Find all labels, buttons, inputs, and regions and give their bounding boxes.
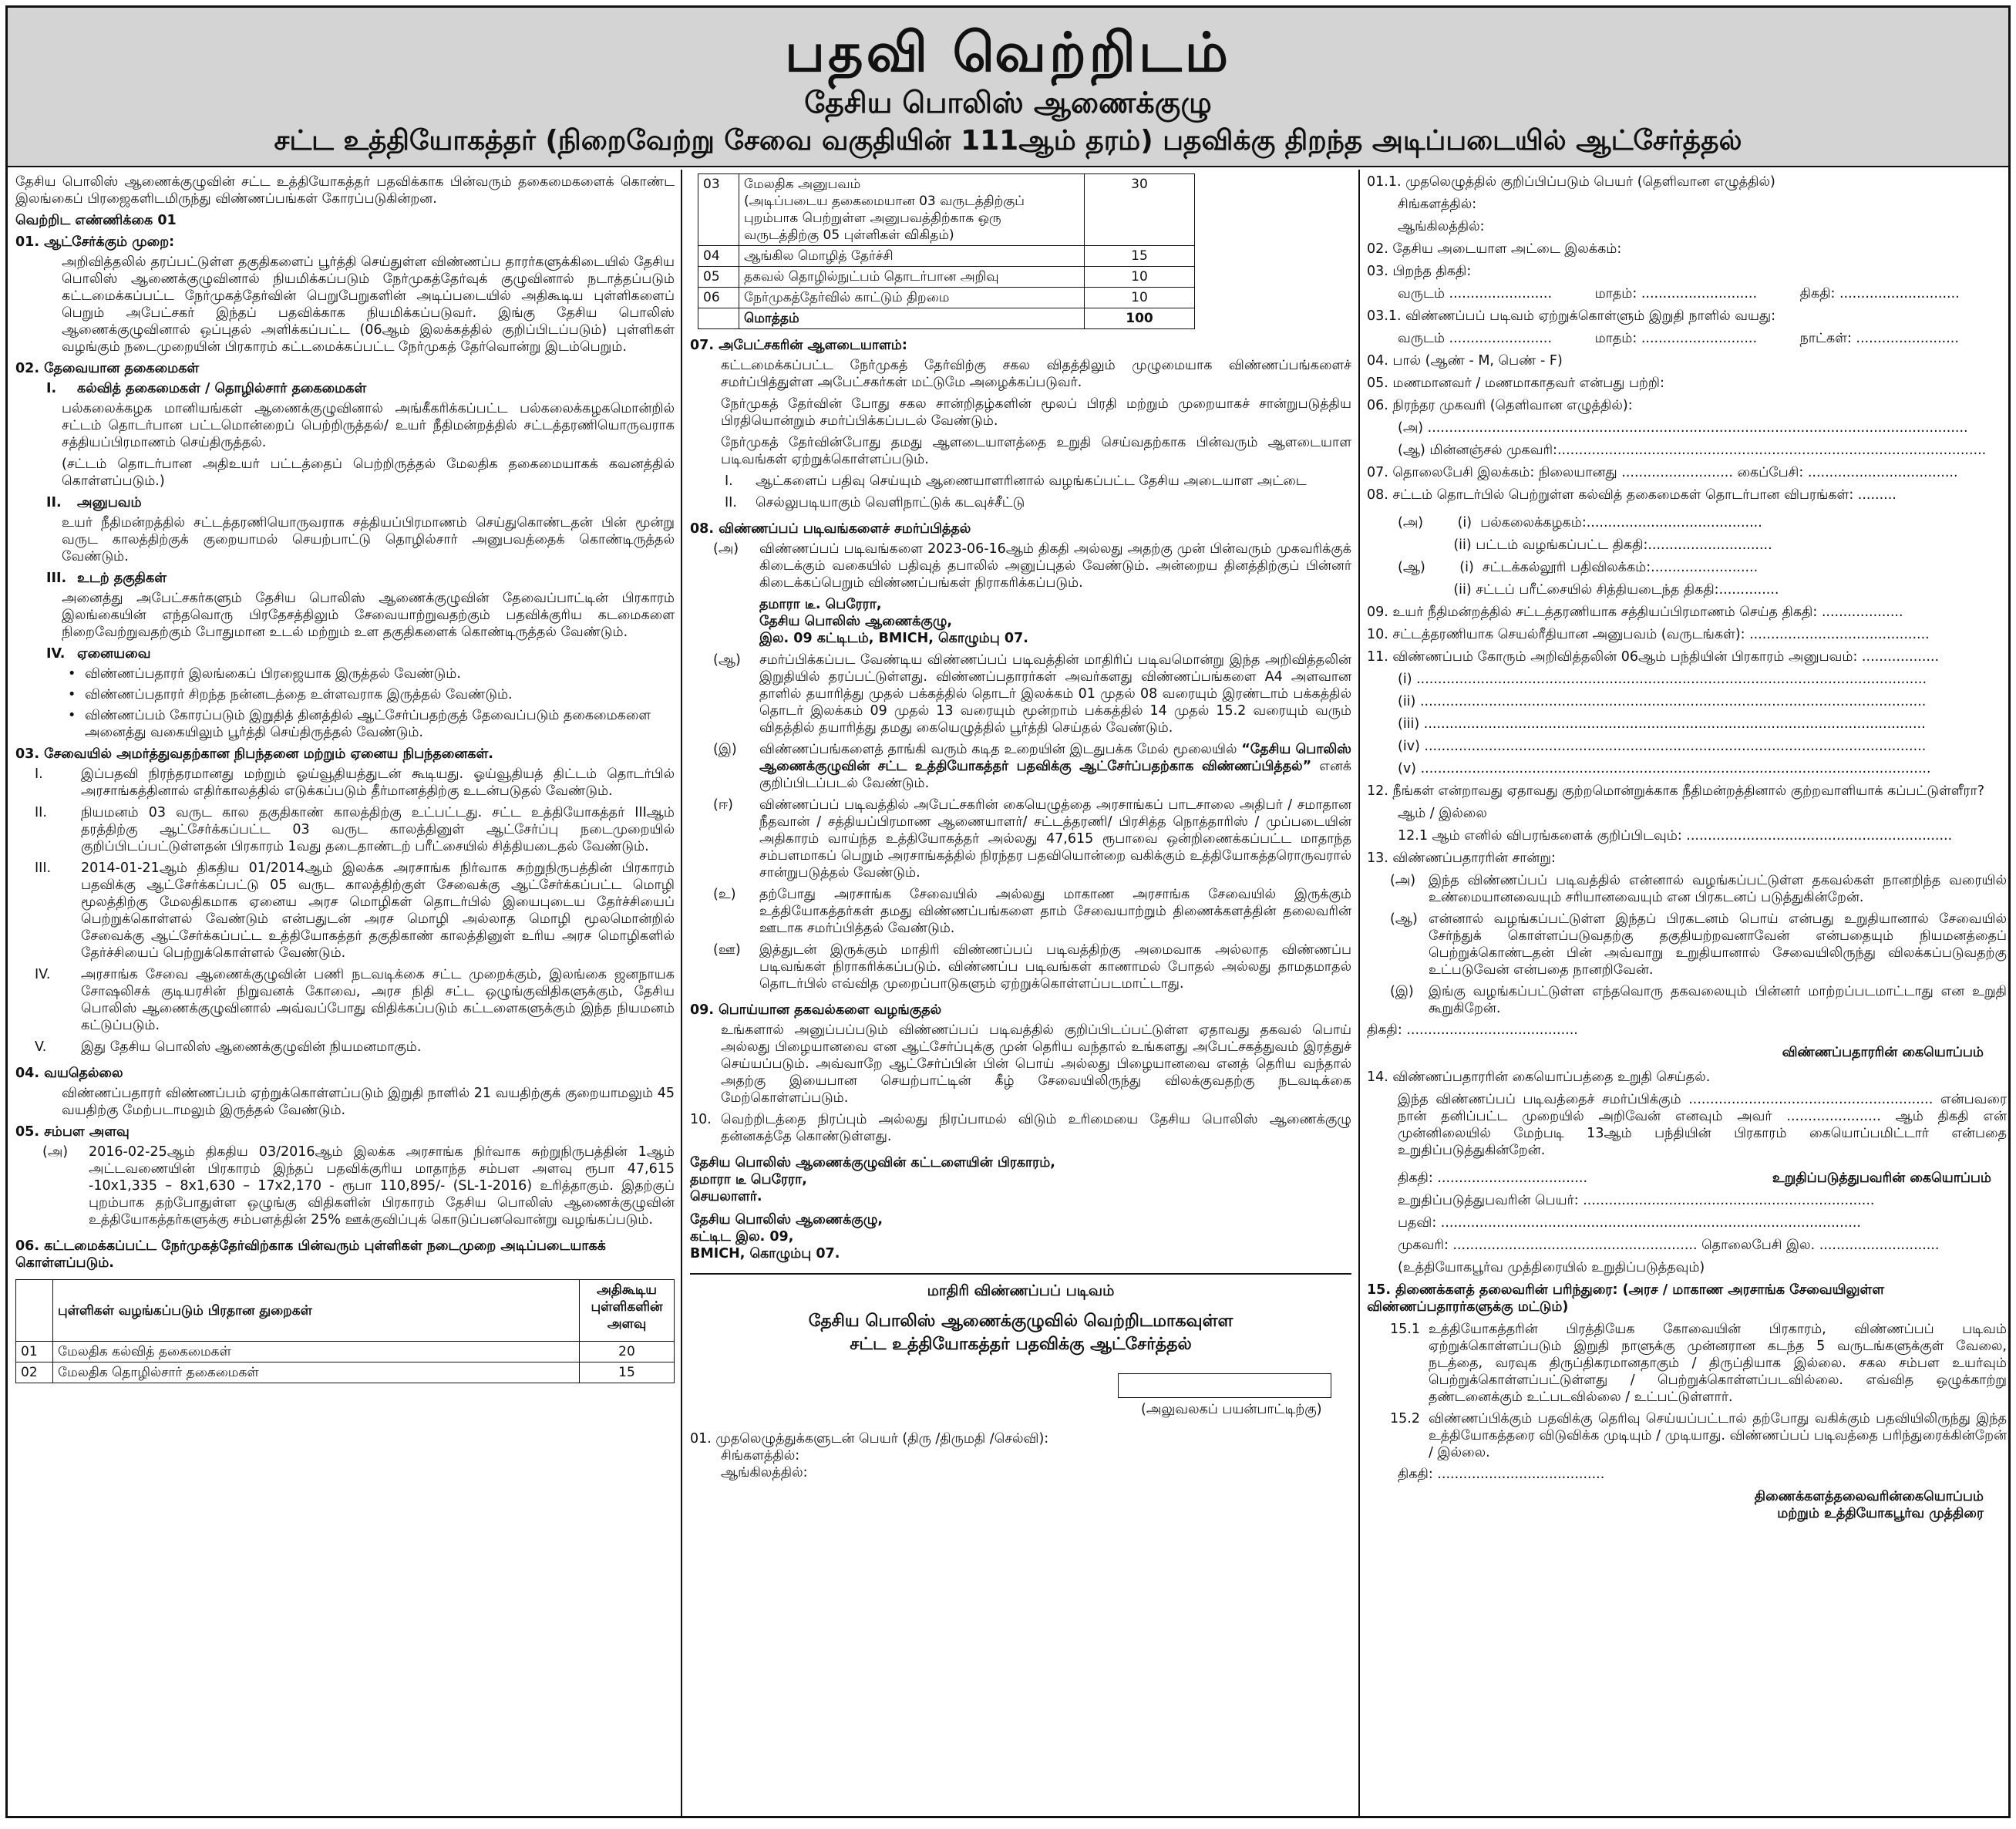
- section-text: அனைத்து அபேட்சகர்களும் தேசிய பொலிஸ் ஆணைக்குழுவின் தேவைப்பாட்டின் பிரகாரம் இலங்கையின் எந்தவொரு பிரதேசத்திலும் சேவையாற்றுவதற்கும் பதவிக்குரிய கடமைகளை நிறைவேற்றுவதற்கும் போதுமான உடல் மற்றும் உள தகுதிகளைக் கொண்டிருத்தல் வேண்டும்.: [62, 591, 675, 640]
- section-heading: 02. தேவையான தகைமைகள்: [15, 361, 200, 376]
- date-field: திகதி: .......................................: [1398, 1467, 1605, 1482]
- marks-table: [15, 1279, 675, 1383]
- address-line: தேசிய பொலிஸ் ஆணைக்குழு,: [759, 614, 953, 629]
- form-field-label: 09. உயர் நீதிமன்றத்தில் சட்டத்தரணியாக சத்தியப்பிரமாணம் செய்த திகதி: ...................: [1367, 605, 1903, 620]
- signature-label: விண்ணப்பதாரரின் கையொப்பம்: [1782, 1045, 1984, 1060]
- section-text: பல்கலைக்கழக மானியங்கள் ஆணைக்குழுவினால் அங்கீகரிக்கப்பட்ட பல்கலைக்கழகமொன்றில் சட்டம் தொடர்பான பட்டமொன்றைப் பெற்றிருத்தல்/ உயர் நீதிமன்றத்தில் சட்டத்தரணியொருவராக சத்தியப்பிரமாணம் செய்திருத்தல்.: [62, 401, 675, 450]
- table-row: 05 தகவல் தொழில்நுட்பம் தொடர்பான அறிவு 10: [698, 267, 1195, 288]
- signature-label: திணைக்களத்தலைவரின்கையொப்பம்: [1754, 1489, 1984, 1504]
- list-item: • விண்ணப்பதாரர் இலங்கைப் பிரஜையாக இருத்தல் வேண்டும்.: [85, 665, 675, 682]
- form-field-label: 03. பிறந்த திகதி:: [1367, 264, 1472, 279]
- section-text: இத்துடன் இருக்கும் மாதிரி விண்ணப்பப் படிவத்திற்கு அமைவாக அல்லாத விண்ணப்ப படிவங்கள் நிராகரிக்கப்படும். விண்ணப்ப படிவங்கள் காணாமல் போதல் அல்லது தாமதமாதல் தொடர்பில் எவ்வித முறைப்பாடுகளும் ஏற்றுக்கொள்ளப்படமாட்டாது.: [759, 942, 1351, 992]
- column-left: தேசிய பொலிஸ் ஆணைக்குழுவின் சட்ட உத்தியோகத்தர் பதவிக்காக பின்வரும் தகைமைகளைக் கொண்ட இலங்கைப் பிரஜைகளிடமிருந்து விண்ணப்பங்கள் கோரப்படுகின்றன. வெற்றிட எண்ணிக்கை 01 01. ஆட்சேர்க்கும் முறை: அறிவித்தலில் தரப்பட்டுள்ள தகுதிகளைப் பூர்த்தி செய்துள்ள விண்ணப்ப தாரர்களுக்கிடையில் தேசிய பொலிஸ் ஆணைக்குழுவினால் நியமிக்கப்படும் நேர்முகத்தேர்வுக் குழுவினால் நடாத்தப்படும் கட்டமைக்கப்பட்ட நேர்முகத்தேர்வின் பெறுபேறுகளின் அடிப்படையில் அதிகூடிய புள்ளிகளைப் பெறும் அபேட்சகர் இந்தப் பதவிக்காக நியமிக்கப்படுவர். இங்கு தேசிய பொலிஸ் ஆணைக்குழுவினால் ஒப்புதல் அளிக்கப்பட்ட (06ஆம் இலக்கத்தில் குறிப்பிடப்படும்) புள்ளிகள் வழங்கும் நடைமுறையின் பிரகாரம் கட்டமைக்கப்பட்ட நேர்முகத் தேர்வொன்று இடம்பெறும். 02. தேவையான தகைமைகள் I. கல்வித் தகைமைகள் / தொழில்சார் தகைமைகள் பல்கலைக்கழக மானியங்கள் ஆணைக்குழுவினால் அங்கீகரிக்கப்பட்ட பல்கலைக்கழகமொன்றில் சட்டம் தொடர்பான பட்டமொன்றைப் பெற்றிருத்தல்/ உயர் நீதிமன்றத்தில் சட்டத்தரணியொருவராக சத்தியப்பிரமாணம் செய்திருத்தல். (சட்டம் தொடர்பான அதிஉயர் பட்டத்தைப் பெற்றிருத்தல் மேலதிக தகைமையாகக் கவனத்தில் கொள்ளப்படும்.) II. அனுபவம் உயர் நீதிமன்றத்தில் சட்டத்தரணியொருவராக சத்தியப்பிரமாணம் செய்துகொண்டதன் பின் மூன்று வருட காலத்திற்குக் குறையாமல் செயற்பாட்டு தொழில்சார் அனுபவத்தைக் கொண்டிருத்தல் வேண்டும். III. உடற் தகுதிகள் அனைத்து அபேட்சகர்களும் தேசிய பொலிஸ் ஆணைக்குழுவின் தேவைப்பாட்டின் பிரகாரம் இலங்கையின் எந்தவொரு பிரதேசத்திலும் சேவையாற்றுவதற்கும் பதவிக்குரிய கடமைகளை நிறைவேற்றுவதற்கும் போதுமான உடல் மற்றும் உள தகுதிகளைக் கொண்டிருத்தல் வேண்டும். IV. ஏனையவை • விண்ணப்பதாரர் இலங்கைப் பிரஜையாக இருத்தல் வேண்டும். • விண்ணப்பதாரர் சிறந்த நன்னடத்தை உள்ளவராக இருத்தல் வேண்டும். • விண்ணப்பம் கோரப்படும் இறுதித் தினத்தில் ஆட்சேர்ப்பதற்குத் தேவைப்படும் தகைமைகளை அனைத்து வகையிலும் பூர்த்தி செய்திருத்தல் வேண்டும். 03. சேவையில் அமர்த்துவதற்கான நிபந்தனை மற்றும் ஏனைய நிபந்தனைகள். I. இப்பதவி நிரந்தரமானது மற்றும் ஓய்வூதியத்துடன் கூடியது. ஓய்வூதியத் திட்டம் தொடர்பில் அரசாங்கத்தினால் எதிர்காலத்தில் எடுக்கப்படும் தீர்மானத்திற்கு உடன்படுதல் வேண்டும். II. நியமனம் 03 வருட கால தகுதிகாண் காலத்திற்கு உட்பட்டது. சட்ட உத்தியோகத்தர் IIIஆம் தரத்திற்கு ஆட்சேர்க்கப்பட்ட 03 வருட காலத்தினுள் ஆட்சேர்ப்பு நடைமுறையில் குறிப்பிடப்பட்டுள்ளதன் பிரகாரம் 1வது தடைதாண்டற் பரீட்சையில் சித்தியடைதல் வேண்டும். III. 2014-01-21ஆம் திகதிய 01/2014ஆம் இலக்க அரசாங்க நிர்வாக சுற்றுநிருபத்தின் பிரகாரம் பதவிக்கு ஆட்சேர்க்கப்பட்டு 05 வருட காலத்திற்குள் சேவைக்கு ஆட்சேர்க்கப்பட்ட மொழி மூலத்திற்கு மேலதிகமாக ஏனைய அரச மொழிகள் தொடர்பில் இயைபுடைய தேர்ச்சியைப் பெற்றுக்கொள்ளல் வேண்டும் என்பதுடன் அரச மொழி அல்லாத மொழி மூலமொன்றில் சேவைக்கு ஆட்சேர்க்கப்பட்ட உத்தியோகத்தர் தகுதிகாண் காலத்தினுள் உரிய அரச மொழிகளில் தேர்ச்சியைப் பெற்றுக்கொள்ளல் வேண்டும். IV. அரசாங்க சேவை ஆணைக்குழுவின் பணி நடவடிக்கை சட்ட முறைக்கும், இலங்கை ஜனநாயக சோஷலிசக் குடியரசின் நிறுவனக் கோவை, அரச நிதி சட்ட ஒழுங்குவிதிகளுக்கும், தேசிய பொலிஸ் ஆணைக்குழுவினால் அவ்வப்போது விதிக்கப்படும் கட்டளைகளுக்கும் இந்த நியமனம் கட்டுப்படும். V. இது தேசிய பொலிஸ் ஆணைக்குழுவின் நியமனமாகும். 04. வயதெல்லை விண்ணப்பதாரர் விண்ணப்பம் ஏற்றுக்கொள்ளப்படும் இறுதி நாளில் 21 வயதிற்குக் குறையாமலும் 45 வயதிற்கு மேற்படாமலும் இருத்தல் வேண்டும். 05. சம்பள அளவு (அ) 2016-02-25ஆம் திகதிய 03/2016ஆம் இலக்க அரசாங்க நிர்வாக சுற்றுநிருபத்தின் 1ஆம் அட்டவணையின் பிரகாரம் இந்தப் பதவிக்குரிய மாதாந்த சம்பள அளவு ரூபா 47,615 -10x1,335 – 8x1,630 – 17x2,170 - ரூபா 110,895/- (SL-1-2016) உரித்தாகும். இதற்குப் புறம்பாக தற்போதுள்ள ஒழுங்கு விதிகளின் பிரகாரம் தேசிய பொலிஸ் ஆணைக்குழுவின் உத்தியோகத்தர்களுக்கு சம்பளத்தின் 25% ஊக்குவிப்புக் கொடுப்பனவொன்று வழங்கப்படும். 06. கட்டமைக்கப்பட்ட நேர்முகத்தேர்விற்காக பின்வரும் புள்ளிகள் நடைமுறை அடிப்படையாகக் கொள்ளப்படும். புள்ளிகள் வழங்கப்படும் பிரதான துறைகள் அதிகூடிய புள்ளிகளின் அளவு 01 மேலதிக கல்வித் தகைமைகள் 20 02 மேலதிக தொழில்சார் தகைமைகள் 15: [15, 173, 675, 1816]
- list-item: • விண்ணப்பம் கோரப்படும் இறுதித் தினத்தில் ஆட்சேர்ப்பதற்குத் தேவைப்படும் தகைமைகளை அனைத்து வகையிலும் பூர்த்தி செய்திருத்தல் வேண்டும்.: [85, 707, 675, 741]
- table-header: புள்ளிகள் வழங்கப்படும் பிரதான துறைகள்: [53, 1280, 580, 1342]
- salary-text: 2016-02-25ஆம் திகதிய 03/2016ஆம் இலக்க அரசாங்க நிர்வாக சுற்றுநிருபத்தின் 1ஆம் அட்டவணையின் பிரகாரம் இந்தப் பதவிக்குரிய மாதாந்த சம்பள அளவு ரூபா 47,615 -10x1,335 – 8x1,630 – 17x2,170 - ரூபா 110,895/- (SL-1-2016) உரித்தாகும். இதற்குப் புறம்பாக தற்போதுள்ள ஒழுங்கு விதிகளின் பிரகாரம் தேசிய பொலிஸ் ஆணைக்குழுவின் உத்தியோகத்தர்களுக்கு சம்பளத்தின் 25% ஊக்குவிப்புக் கொடுப்பனவொன்று வழங்கப்படும்.: [89, 1144, 675, 1228]
- section-text: (சட்டம் தொடர்பான அதிஉயர் பட்டத்தைப் பெற்றிருத்தல் மேலதிக தகைமையாகக் கவனத்தில் கொள்ளப்படும்.): [62, 456, 675, 489]
- intro-text: தேசிய பொலிஸ் ஆணைக்குழுவின் சட்ட உத்தியோகத்தர் பதவிக்காக பின்வரும் தகைமைகளைக் கொண்ட இலங்கைப் பிரஜைகளிடமிருந்து விண்ணப்பங்கள் கோரப்படுகின்றன.: [15, 174, 675, 207]
- recommendation-text: விண்ணப்பிக்கும் பதவிக்கு தெரிவு செய்யப்பட்டால் தற்போது வகிக்கும் பதவியிலிருந்து இந்த உத்தியோகத்தரை விடுவிக்க முடியும் / முடியாது. விண்ணப்பப் படிவத்தை பரிந்துரைக்கின்றேன் / இல்லை.: [1429, 1411, 2007, 1460]
- signatory: தமாரா டீ பெரேரா,: [690, 1172, 807, 1187]
- table-row: 01 மேலதிக கல்வித் தகைமைகள் 20: [16, 1342, 675, 1362]
- column-right: 01.1. முதலெழுத்தில் குறிப்பிப்படும் பெயர் (தெளிவான எழுத்தில்) சிங்களத்தில்: ஆங்கிலத்தில்: 02. தேசிய அடையாள அட்டை இலக்கம்: 03. பிறந்த திகதி: வருடம் ........................ மாதம்: ........................... திகதி: ............................ 03.1. விண்ணப்பப் படிவம் ஏற்றுக்கொள்ளும் இறுதி நாளில் வயது: வருடம் ........................ மாதம்: ........................... நாட்கள்: ........................ 04. பால் (ஆண் - M, பெண் - F) 05. மணமானவர் / மணமாகாதவர் என்பது பற்றி: 06. நிரந்தர முகவரி (தெளிவான எழுத்தில்): (அ) .............................................................................................................................. (ஆ) மின்னஞ்சல் முகவரி:.................................................................................................... 07. தொலைபேசி இலக்கம்: நிலையானது .......................... கைப்பேசி: ................................... 08. சட்டம் தொடர்பில் பெற்றுள்ள கல்வித் தகைமைகள் தொடர்பான விபரங்கள்: ......... (அ) (i) பல்கலைக்கழகம்:......................................... (ii) பட்டம் வழங்கப்பட்ட திகதி:............................. (ஆ) (i) சட்டக்கல்லூரி பதிவிலக்கம்:......................... (ii) சட்டப் பரீட்சையில் சித்தியடைந்த திகதி:.............. 09. உயர் நீதிமன்றத்தில் சட்டத்தரணியாக சத்தியப்பிரமாணம் செய்த திகதி: ................... 10. சட்டத்தரணியாக செயல்ரீதியான அனுபவம் (வருடங்கள்): .......................................... 11. விண்ணப்பம் கோரும் அறிவித்தலின் 06ஆம் பந்தியின் பிரகாரம் அனுபவம்: .................. (i) ....................................................................................................................... (ii) ...................................................................................................................... (iii) ..................................................................................................................... (iv) ..................................................................................................................... (v) ....................................................................................................................... 12. நீங்கள் என்றாவது ஏதாவது குற்றமொன்றுக்காக நீதிமன்றத்தினால் குற்றவாளியாக் கப்பட்டுள்ளீரா? ஆம் / இல்லை 12.1 ஆம் எனில் விபரங்களைக் குறிப்பிடவும்: .............................................................. 13. விண்ணப்பதாரரின் சான்று: (அ) இந்த விண்ணப்பப் படிவத்தில் என்னால் வழங்கப்பட்டுள்ள தகவல்கள் நானறிந்த வரையில் உண்மையானவையும் சரியானவையும் என பிரகடனப் படுத்துகின்றேன். (ஆ) என்னால் வழங்கப்பட்டுள்ள இந்தப் பிரகடனம் பொய் என்பது உறுதியானால் சேவையில் சேர்ந்துக் கொள்ளப்படுவதற்கு தகுதியற்றவனாவேன் என்பதையும் நியமனத்தைப் பெற்றுக்கொண்டதன் பின் அவ்வாறு உறுதியானால் சேவையிலிருந்து விலக்கப்படுவதற்கு உட்படுவேன் என்பதை நானறிவேன். (இ) இங்கு வழங்கப்பட்டுள்ள எந்தவொரு தகவலையும் பின்னர் மாற்றப்படமாட்டாது என உறுதி கூறுகிறேன். திகதி: ........................................ விண்ணப்பதாரரின் கையொப்பம் 14. விண்ணப்பதாரரின் கையொப்பத்தை உறுதி செய்தல். இந்த விண்ணப்பப் படிவத்தைச் சமர்ப்பிக்கும் ......................................................... என்பவரை நான் தனிப்பட்ட முறையில் அறிவேன் எனவும் அவர் ...................... ஆம் திகதி என் முன்னிலையில் மேற்படி 13ஆம் பந்தியின் பிரகாரம் கையொப்பமிட்டார் என்பதை உறுதிப்படுத்துகின்றேன். திகதி: ................................... உறுதிப்படுத்துபவரின் கையொப்பம் உறுதிப்படுத்துபவரின் பெயர்: .................................................................... பதவி: .................................................................................................. முகவரி: ......................................................... தொலைபேசி இல. ............................ (உத்தியோகபூர்வ முத்திரையில் உறுதிப்படுத்தவும்) 15. திணைக்களத் தலைவரின் பரிந்துரை: (அரச / மாகாண அரசாங்க சேவையிலுள்ள விண்ணப்பதாரர்களுக்கு மட்டும்) 15.1 உத்தியோகத்தரின் பிரத்தியேக கோவையின் பிரகாரம், விண்ணப்பப் படிவம் ஏற்றுக்கொள்ளப்படும் இறுதி நாளுக்கு முன்னரான கடந்த 5 வருடங்களுக்குள் வேலை, நடத்தை, வரவுக திருப்திகரமானதாகும் / திருப்தியாக இல்லை. சகல சம்பள உயர்வும் பெற்றுக்கொள்ளப்பட்டுள்ளது / பெற்றுக்கொள்ளப்படவில்லை. எவ்வித ஒழுக்காற்று தண்டனைக்கும் உட்படவில்லை / உட்பட்டுள்ளார். 15.2 விண்ணப்பிக்கும் பதவிக்கு தெரிவு செய்யப்பட்டால் தற்போது வகிக்கும் பதவியிலிருந்து இந்த உத்தியோகத்தரை விடுவிக்க முடியும் / முடியாது. விண்ணப்பப் படிவத்தை பரிந்துரைக்கின்றேன் / இல்லை. திகதி: ....................................... திணைக்களத்தலைவரின்கையொப்பம் மற்றும் உத்தியோகபூர்வ முத்திரை: [1367, 174, 2007, 1521]
- form-field-label: 08. சட்டம் தொடர்பில் பெற்றுள்ள கல்வித் தகைமைகள் தொடர்பான விபரங்கள்: .........: [1367, 487, 1897, 503]
- vacancy-count: வெற்றிட எண்ணிக்கை 01: [15, 213, 177, 228]
- form-field-label: 03.1. விண்ணப்பப் படிவம் ஏற்றுக்கொள்ளும் இறுதி நாளில் வயது:: [1367, 308, 1776, 324]
- signature-label: மற்றும் உத்தியோகபூர்வ முத்திரை: [1777, 1506, 1984, 1521]
- section-text: விண்ணப்பதாரர் விண்ணப்பம் ஏற்றுக்கொள்ளப்படும் இறுதி நாளில் 21 வயதிற்குக் குறையாமலும் 45 வயதிற்கு மேற்படாமலும் இருத்தல் வேண்டும்.: [62, 1086, 675, 1118]
- envelope-label: “தேசிய பொலிஸ் ஆணைக்குழுவின் சட்ட உத்தியோகத்தர் பதவிக்கு ஆட்சேர்ப்பதற்காக விண்ணப்பித்தல்”: [759, 742, 1351, 774]
- header-banner: [8, 8, 2008, 167]
- advertisement-page: [5, 5, 2011, 1818]
- subsection-heading: உடற் தகுதிகள்: [77, 571, 167, 586]
- subsection-heading: கல்வித் தகைமைகள் / தொழில்சார் தகைமைகள்: [77, 381, 367, 396]
- form-field-label: ஆங்கிலத்தில்:: [721, 1465, 808, 1480]
- signature-label: உறுதிப்படுத்துபவரின் கையொப்பம்: [1772, 1170, 1991, 1186]
- form-title: மாதிரி விண்ணப்பப் படிவம்: [927, 1282, 1115, 1299]
- section-text: விண்ணப்பப் படிவங்களை 2023-06-16ஆம் திகதி அல்லது அதற்கு முன் பின்வரும் முகவரிக்குக் கிடைக்கும் வகையில் பதிவுத் தபாலில் அனுப்புதல் வேண்டும். அன்றைய தினத்திற்குப் பின்னர் கிடைக்கப்பெறும் விண்ணப்பங்கள் நிராகரிக்கப்படும்.: [759, 541, 1351, 591]
- table-row: 04 ஆங்கில மொழித் தேர்ச்சி 15: [698, 246, 1195, 267]
- date-field: திகதி: ...................................: [1398, 1170, 1588, 1186]
- address-line: தேசிய பொலிஸ் ஆணைக்குழு,: [690, 1212, 883, 1228]
- table-total-row: மொத்தம் 100: [698, 308, 1195, 329]
- date-field: திகதி: ........................................: [1367, 1022, 1578, 1038]
- form-field-label: 01. முதலெழுத்துக்களுடன் பெயர் (திரு /திருமதி /செல்வி):: [690, 1431, 1049, 1447]
- form-field-label: 07. தொலைபேசி இலக்கம்: நிலையானது .......................... கைப்பேசி: ...................................: [1367, 465, 1958, 480]
- section-heading: 03. சேவையில் அமர்த்துவதற்கான நிபந்தனை மற்றும் ஏனைய நிபந்தனைகள்.: [15, 746, 493, 762]
- section-text: நேர்முகத் தேர்வின் போது சகல சான்றிதழ்களின் மூலப் பிரதி மற்றும் முறையாகச் சான்றுபடுத்திய பிரதியொன்றும் சமர்ப்பிக்கப்படல் வேண்டும்.: [721, 396, 1351, 429]
- section-text: நேர்முகத் தேர்வின்போது தமது ஆளடையாளத்தை உறுதி செய்வதற்காக பின்வரும் ஆளடையாள படிவங்கள் ஏற்றுக்கொள்ளப்படும்.: [721, 435, 1351, 467]
- form-field-label: 14. விண்ணப்பதாரரின் கையொப்பத்தை உறுதி செய்தல்.: [1367, 1069, 1711, 1085]
- marks-table-continued: [698, 173, 1195, 329]
- form-field-label: 05. மணமானவர் / மணமாகாதவர் என்பது பற்றி:: [1367, 376, 1664, 391]
- section-heading: 06. கட்டமைக்கப்பட்ட நேர்முகத்தேர்விற்காக பின்வரும் புள்ளிகள் நடைமுறை அடிப்படையாகக் கொள்ளப்படும்.: [15, 1238, 606, 1271]
- address-line: கட்டிட இல. 09,: [690, 1229, 794, 1245]
- section-text: உயர் நீதிமன்றத்தில் சட்டத்தரணியொருவராக சத்தியப்பிரமாணம் செய்துகொண்டதன் பின் மூன்று வருட காலத்திற்குக் குறையாமல் செயற்பாட்டு தொழில்சார் அனுபவத்தைக் கொண்டிருத்தல் வேண்டும்.: [62, 515, 675, 564]
- form-field-label: 06. நிரந்தர முகவரி (தெளிவான எழுத்தில்):: [1367, 398, 1633, 413]
- subsection-heading: ஏனையவை: [77, 646, 151, 662]
- form-field-label: சிங்களத்தில்:: [721, 1448, 800, 1464]
- condition-text: அரசாங்க சேவை ஆணைக்குழுவின் பணி நடவடிக்கை சட்ட முறைக்கும், இலங்கை ஜனநாயக சோஷலிசக் குடியரசின் நிறுவனக் கோவை, அரச நிதி சட்ட ஒழுங்குவிதிகளுக்கும், தேசிய பொலிஸ் ஆணைக்குழுவினால் அவ்வப்போது விதிக்கப்படும் கட்டளைகளுக்கும் இந்த நியமனம் கட்டுப்படும்.: [81, 967, 675, 1033]
- page-subtitle: சட்ட உத்தியோகத்தர் (நிறைவேற்று சேவை வகுதியின் 111ஆம் தரம்) பதவிக்கு திறந்த அடிப்படையில் ஆட்சேர்த்தல்: [274, 125, 1742, 157]
- form-field-label: 13. விண்ணப்பதாரரின் சான்று:: [1367, 851, 1556, 866]
- recommendation-text: உத்தியோகத்தரின் பிரத்தியேக கோவையின் பிரகாரம், விண்ணப்பப் படிவம் ஏற்றுக்கொள்ளப்படும் இறுதி நாளுக்கு முன்னரான கடந்த 5 வருடங்களுக்குள் வேலை, நடத்தை, வரவுக திருப்திகரமானதாகும் / திருப்தியாக இல்லை. சகல சம்பள உயர்வும் பெற்றுக்கொள்ளப்பட்டுள்ளது / பெற்றுக்கொள்ளப்படவில்லை. எவ்வித ஒழுக்காற்று தண்டனைக்கும் உட்படவில்லை / உட்பட்டுள்ளார்.: [1429, 1322, 2007, 1405]
- condition-text: இப்பதவி நிரந்தரமானது மற்றும் ஓய்வூதியத்துடன் கூடியது. ஓய்வூதியத் திட்டம் தொடர்பில் அரசாங்கத்தினால் எதிர்காலத்தில் எடுக்கப்படும் தீர்மானத்திற்கு உடன்படுதல் வேண்டும்.: [81, 766, 675, 799]
- office-use-label: (அலுவலகப் பயன்பாட்டிற்கு): [1141, 1402, 1322, 1417]
- model-form-header: [690, 1273, 1351, 1481]
- section-heading: 09. பொய்யான தகவல்களை வழங்குதல்: [690, 1002, 942, 1018]
- form-field-label: 04. பால் (ஆண் - M, பெண் - F): [1367, 353, 1563, 369]
- form-subtitle: தேசிய பொலிஸ் ஆணைக்குழுவில் வெற்றிடமாகவுள்ள: [808, 1312, 1233, 1331]
- section-text: தற்போது அரசாங்க சேவையில் அல்லது மாகாண அரசாங்க சேவையில் இருக்கும் உத்தியோகத்தர்கள் தமது விண்ணப்பங்களை தாம் சேவையாற்றும் திணைக்களத்தின் தலைவரின் ஊடாக சமர்ப்பித்தல் வேண்டும்.: [759, 887, 1351, 936]
- id-document: செல்லுபடியாகும் வெளிநாட்டுக் கடவுச்சீட்டு: [756, 495, 1025, 510]
- id-document: ஆட்களைப் பதிவு செய்யும் ஆணையாளரினால் வழங்கப்பட்ட தேசிய அடையாள அட்டை: [756, 473, 1307, 489]
- address-line: BMICH, கொழும்பு 07.: [690, 1246, 840, 1261]
- condition-text: நியமனம் 03 வருட கால தகுதிகாண் காலத்திற்கு உட்பட்டது. சட்ட உத்தியோகத்தர் IIIஆம் தரத்திற்கு ஆட்சேர்க்கப்பட்ட 03 வருட காலத்தினுள் ஆட்சேர்ப்பு நடைமுறையில் குறிப்பிடப்பட்டுள்ளதன் பிரகாரம் 1வது தடைதாண்டற் பரீட்சையில் சித்தியடைதல் வேண்டும்.: [81, 805, 675, 854]
- form-subtitle: சட்ட உத்தியோகத்தர் பதவிக்கு ஆட்சேர்த்தல்: [850, 1335, 1192, 1354]
- condition-text: இது தேசிய பொலிஸ் ஆணைக்குழுவின் நியமனமாகும்.: [81, 1039, 422, 1055]
- section-text: சமர்ப்பிக்கப்பட வேண்டிய விண்ணப்பப் படிவத்தின் மாதிரிப் படிவமொன்று இந்த அறிவித்தலின் இறுதியில் தரப்பட்டுள்ளது. விண்ணப்பதாரர்கள் அவர்களது விண்ணப்பங்களை A4 அளவான தாளில் தயாரித்து முதல் பக்கத்தில் தொடர் இலக்கம் 01 முதல் 08 வரையும் இரண்டாம் பக்கத்தில் தொடர் இலக்கம் 09 முதல் 13 வரையும் மூன்றாம் பக்கத்தில் 14 முதல் 15.2 வரையும் வரும் விதத்தில் தயாரித்து தமது கையெழுத்தில் பூர்த்தி செய்தல் வேண்டும்.: [759, 652, 1351, 736]
- form-field-label: 02. தேசிய அடையாள அட்டை இலக்கம்:: [1367, 241, 1622, 257]
- section-heading: 08. விண்ணப்பப் படிவங்களைச் சமர்ப்பித்தல்: [690, 521, 971, 537]
- form-field-label: 12. நீங்கள் என்றாவது ஏதாவது குற்றமொன்றுக்காக நீதிமன்றத்தினால் குற்றவாளியாக் கப்பட்டுள்ளீரா?: [1367, 783, 1985, 799]
- section-heading: 01. ஆட்சேர்க்கும் முறை:: [15, 234, 175, 250]
- section-text: விண்ணப்பங்களைத் தாங்கி வரும் கடித உறையின் இடதுபக்க மேல் மூலையில்: [759, 742, 1237, 757]
- column-divider: [1358, 170, 1360, 1816]
- table-header: அதிகூடிய புள்ளிகளின் அளவு: [580, 1280, 675, 1342]
- section-heading: 07. அபேட்சகரின் ஆளடையாளம்:: [690, 338, 907, 353]
- office-use-box: [1118, 1373, 1331, 1398]
- certification-text: இந்த விண்ணப்பப் படிவத்தைச் சமர்ப்பிக்கும் ......................................................... என்பவரை நான் தனிப்பட்ட முறையில் அறிவேன் எனவும் அவர் ...................... ஆம் திகதி என் முன்னிலையில் மேற்படி 13ஆம் பந்தியின் பிரகாரம் கையொப்பமிட்டார் என்பதை உறுதிப்படுத்துகின்றேன்.: [1398, 1092, 2007, 1158]
- page-title: பதவி வெற்றிடம்: [784, 21, 1232, 84]
- organization-name: தேசிய பொலிஸ் ஆணைக்குழு: [804, 86, 1212, 120]
- declaration-text: என்னால் வழங்கப்பட்டுள்ள இந்தப் பிரகடனம் பொய் என்பது உறுதியானால் சேவையில் சேர்ந்துக் கொள்ளப்படுவதற்கு தகுதியற்றவனாவேன் என்பதையும் நியமனத்தைப் பெற்றுக்கொண்டதன் பின் அவ்வாறு உறுதியானால் சேவையிலிருந்து விலக்கப்படுவதற்கு உட்படுவேன் என்பதை நானறிவேன்.: [1429, 911, 2007, 978]
- signatory: தேசிய பொலிஸ் ஆணைக்குழுவின் கட்டளையின் பிரகாரம்,: [690, 1155, 1055, 1170]
- address-line: இல. 09 கட்டிடம், BMICH, கொழும்பு 07.: [759, 631, 1028, 646]
- list-item: • விண்ணப்பதாரர் சிறந்த நன்னடத்தை உள்ளவராக இருத்தல் வேண்டும்.: [85, 686, 675, 703]
- section-text: விண்ணப்பப் படிவத்தில் அபேட்சகரின் கையெழுத்தை அரசாங்கப் பாடசாலை அதிபர் / சமாதான நீதவான் / சத்தியப்பிரமாண ஆணையாளர்/ சட்டத்தரணி/ பிரசித்த நொத்தாரிஸ் / முப்படையின் அதிகாரம் வாய்ந்த உத்தியோகத்தர் அல்லது 47,615 ரூபாவை ஒன்றிணைக்கப்பட்ட மாதாந்த சம்பளமாகப் பெறும் அரசாங்கத்தில் நிரந்தர பதவியொன்றை வகிக்கும் உத்தியோகத்தரொருவரால் சான்றுபடுத்தல் வேண்டும்.: [759, 797, 1351, 881]
- form-field-label: 01.1. முதலெழுத்தில் குறிப்பிப்படும் பெயர் (தெளிவான எழுத்தில்): [1367, 174, 1775, 190]
- form-field-label: 15. திணைக்களத் தலைவரின் பரிந்துரை: (அரச / மாகாண அரசாங்க சேவையிலுள்ள விண்ணப்பதாரர்களுக்கு மட்டும்): [1367, 1282, 1885, 1315]
- table-row: 02 மேலதிக தொழில்சார் தகைமைகள் 15: [16, 1362, 675, 1383]
- section-heading: 04. வயதெல்லை: [15, 1066, 123, 1081]
- signatory: செயலாளர்.: [690, 1189, 762, 1204]
- section-text: வெற்றிடத்தை நிரப்பும் அல்லது நிரப்பாமல் விடும் உரிமையை தேசிய பொலிஸ் ஆணைக்குழு தன்னகத்தே கொண்டுள்ளது.: [721, 1112, 1351, 1144]
- condition-text: 2014-01-21ஆம் திகதிய 01/2014ஆம் இலக்க அரசாங்க நிர்வாக சுற்றுநிருபத்தின் பிரகாரம் பதவிக்கு ஆட்சேர்க்கப்பட்டு 05 வருட காலத்திற்குள் சேவைக்கு ஆட்சேர்க்கப்பட்ட மொழி மூலத்திற்கு மேலதிகமாக ஏனைய அரச மொழிகள் தொடர்பில் இயைபுடைய தேர்ச்சியைப் பெற்றுக்கொள்ளல் வேண்டும் என்பதுடன் அரச மொழி அல்லாத மொழி மூலமொன்றில் சேவைக்கு ஆட்சேர்க்கப்பட்ட உத்தியோகத்தர் தகுதிகாண் காலத்தினுள் உரிய அரச மொழிகளில் தேர்ச்சியைப் பெற்றுக்கொள்ளல் வேண்டும்.: [81, 861, 675, 961]
- table-row: 06 நேர்முகத்தேர்வில் காட்டும் திறமை 10: [698, 288, 1195, 308]
- form-field-label: 11. விண்ணப்பம் கோரும் அறிவித்தலின் 06ஆம் பந்தியின் பிரகாரம் அனுபவம்: ..................: [1367, 649, 1940, 665]
- declaration-text: இங்கு வழங்கப்பட்டுள்ள எந்தவொரு தகவலையும் பின்னர் மாற்றப்படமாட்டாது என உறுதி கூறுகிறேன்.: [1429, 984, 2007, 1016]
- section-text: உங்களால் அனுப்பப்படும் விண்ணப்பப் படிவத்தில் குறிப்பிடப்பட்டுள்ள ஏதாவது தகவல் பொய் அல்லது பிழையானவை என ஆட்சேர்ப்புக்கு முன் தெரிய வந்தால் உங்களது அபேட்சகத்துவம் இரத்துச் செய்யப்படும். அவ்வாறே ஆட்சேர்ப்பின் பின் பொய் அல்லது பிழையானவை எனத் தெரிய வந்தால் அதற்கு இயைபான செயற்பாட்டின் கீழ் சேவையிலிருந்து விலக்குவதற்கு நடவடிக்கை மேற்கொள்ளப்படும்.: [721, 1022, 1351, 1106]
- address-line: தமாரா டீ. பெரேரா,: [759, 597, 882, 612]
- section-text: கட்டமைக்கப்பட்ட நேர்முகத் தேர்விற்கு சகல விதத்திலும் முழுமையாக விண்ணப்பங்களைச் சமர்ப்பித்துள்ள அபேட்சகர்கள் மட்டுமே அழைக்கப்படுவர்.: [721, 358, 1351, 390]
- table-row: 03 மேலதிக அனுபவம் (அடிப்படைய தகைமையான 03 வருடத்திற்குப் புறம்பாக பெற்றுள்ள அனுபவத்திற்காக ஒரு வருடத்திற்கு 05 புள்ளிகள் விகிதம்) 30: [698, 174, 1195, 246]
- column-divider: [681, 170, 682, 1816]
- column-middle: 03 மேலதிக அனுபவம் (அடிப்படைய தகைமையான 03 வருடத்திற்குப் புறம்பாக பெற்றுள்ள அனுபவத்திற்காக ஒரு வருடத்திற்கு 05 புள்ளிகள் விகிதம்) 30 04 ஆங்கில மொழித் தேர்ச்சி 15 05 தகவல் தொழில்நுட்பம் தொடர்பான அறிவு 10 06 நேர்முகத்தேர்வில் காட்டும் திறமை 10 மொத்தம் 100 07. அபேட்சகரின் ஆளடையாளம்: கட்டமைக்கப்பட்ட நேர்முகத் தேர்விற்கு சகல விதத்திலும் முழுமையாக விண்ணப்பங்களைச் சமர்ப்பித்துள்ள அபேட்சகர்கள் மட்டுமே அழைக்கப்படுவர். நேர்முகத் தேர்வின் போது சகல சான்றிதழ்களின் மூலப் பிரதி மற்றும் முறையாகச் சான்றுபடுத்திய பிரதியொன்றும் சமர்ப்பிக்கப்படல் வேண்டும். நேர்முகத் தேர்வின்போது தமது ஆளடையாளத்தை உறுதி செய்வதற்காக பின்வரும் ஆளடையாள படிவங்கள் ஏற்றுக்கொள்ளப்படும். I. ஆட்களைப் பதிவு செய்யும் ஆணையாளரினால் வழங்கப்பட்ட தேசிய அடையாள அட்டை II. செல்லுபடியாகும் வெளிநாட்டுக் கடவுச்சீட்டு 08. விண்ணப்பப் படிவங்களைச் சமர்ப்பித்தல் (அ) விண்ணப்பப் படிவங்களை 2023-06-16ஆம் திகதி அல்லது அதற்கு முன் பின்வரும் முகவரிக்குக் கிடைக்கும் வகையில் பதிவுத் தபாலில் அனுப்புதல் வேண்டும். அன்றைய தினத்திற்குப் பின்னர் கிடைக்கப்பெறும் விண்ணப்பங்கள் நிராகரிக்கப்படும். தமாரா டீ. பெரேரா, தேசிய பொலிஸ் ஆணைக்குழு, இல. 09 கட்டிடம், BMICH, கொழும்பு 07. (ஆ) சமர்ப்பிக்கப்பட வேண்டிய விண்ணப்பப் படிவத்தின் மாதிரிப் படிவமொன்று இந்த அறிவித்தலின் இறுதியில் தரப்பட்டுள்ளது. விண்ணப்பதாரர்கள் அவர்களது விண்ணப்பங்களை A4 அளவான தாளில் தயாரித்து முதல் பக்கத்தில் தொடர் இலக்கம் 01 முதல் 08 வரையும் இரண்டாம் பக்கத்தில் தொடர் இலக்கம் 09 முதல் 13 வரையும் மூன்றாம் பக்கத்தில் 14 முதல் 15.2 வரையும் வரும் விதத்தில் தயாரித்து தமது கையெழுத்தில் பூர்த்தி செய்தல் வேண்டும். (இ) விண்ணப்பங்களைத் தாங்கி வரும் கடித உறையின் இடதுபக்க மேல் மூலையில் “தேசிய பொலிஸ் ஆணைக்குழுவின் சட்ட உத்தியோகத்தர் பதவிக்கு ஆட்சேர்ப்பதற்காக விண்ணப்பித்தல்” எனக் குறிப்பிடப்படல் வேண்டும். (ஈ) விண்ணப்பப் படிவத்தில் அபேட்சகரின் கையெழுத்தை அரசாங்கப் பாடசாலை அதிபர் / சமாதான நீதவான் / சத்தியப்பிரமாண ஆணையாளர்/ சட்டத்தரணி/ பிரசித்த நொத்தாரிஸ் / முப்படையின் அதிகாரம் வாய்ந்த உத்தியோகத்தர் அல்லது 47,615 ரூபாவை ஒன்றிணைக்கப்பட்ட மாதாந்த சம்பளமாகப் பெறும் அரசாங்கத்தில் நிரந்தர பதவியொன்றை வகிக்கும் உத்தியோகத்தரொருவரால் சான்றுபடுத்தல் வேண்டும். (உ) தற்போது அரசாங்க சேவையில் அல்லது மாகாண அரசாங்க சேவையில் இருக்கும் உத்தியோகத்தர்கள் தமது விண்ணப்பங்களை தாம் சேவையாற்றும் திணைக்களத்தின் தலைவரின் ஊடாக சமர்ப்பித்தல் வேண்டும். (ஊ) இத்துடன் இருக்கும் மாதிரி விண்ணப்பப் படிவத்திற்கு அமைவாக அல்லாத விண்ணப்ப படிவங்கள் நிராகரிக்கப்படும். விண்ணப்ப படிவங்கள் காணாமல் போதல் அல்லது தாமதமாதல் தொடர்பில் எவ்வித முறைப்பாடுகளும் ஏற்றுக்கொள்ளப்படமாட்டாது. 09. பொய்யான தகவல்களை வழங்குதல் உங்களால் அனுப்பப்படும் விண்ணப்பப் படிவத்தில் குறிப்பிடப்பட்டுள்ள ஏதாவது தகவல் பொய் அல்லது பிழையானவை என ஆட்சேர்ப்புக்கு முன் தெரிய வந்தால் உங்களது அபேட்சகத்துவம் இரத்துச் செய்யப்படும். அவ்வாறே ஆட்சேர்ப்பின் பின் பொய் அல்லது பிழையானவை எனத் தெரிய வந்தால் அதற்கு இயைபான செயற்பாட்டின் கீழ் சேவையிலிருந்து விலக்குவதற்கு நடவடிக்கை மேற்கொள்ளப்படும். 10. வெற்றிடத்தை நிரப்பும் அல்லது நிரப்பாமல் விடும் உரிமையை தேசிய பொலிஸ் ஆணைக்குழு தன்னகத்தே கொண்டுள்ளது. தேசிய பொலிஸ் ஆணைக்குழுவின் கட்டளையின் பிரகாரம், தமாரா டீ பெரேரா, செயலாளர். தேசிய பொலிஸ் ஆணைக்குழு, கட்டிட இல. 09, BMICH, கொழும்பு 07. மாதிரி விண்ணப்பப் படிவம் தேசிய பொலிஸ் ஆணைக்குழுவில் வெற்றிடமாகவுள்ள சட்ட உத்தியோகத்தர் பதவிக்கு ஆட்சேர்த்தல் (அலுவலகப் பயன்பாட்டிற்கு) 01. முதலெழுத்துக்களுடன் பெயர் (திரு /திருமதி /செல்வி): சிங்களத்தில்: ஆங்கிலத்தில்:: [690, 173, 1351, 1816]
- section-heading: 05. சம்பள அளவு: [15, 1124, 130, 1140]
- form-field-label: 10. சட்டத்தரணியாக செயல்ரீதியான அனுபவம் (வருடங்கள்): ..........................................: [1367, 627, 1930, 642]
- declaration-text: இந்த விண்ணப்பப் படிவத்தில் என்னால் வழங்கப்பட்டுள்ள தகவல்கள் நானறிந்த வரையில் உண்மையானவையும் சரியானவையும் என பிரகடனப் படுத்துகின்றேன்.: [1429, 873, 2007, 905]
- section-text: அறிவித்தலில் தரப்பட்டுள்ள தகுதிகளைப் பூர்த்தி செய்துள்ள விண்ணப்ப தாரர்களுக்கிடையில் தேசிய பொலிஸ் ஆணைக்குழுவினால் நியமிக்கப்படும் நேர்முகத்தேர்வுக் குழுவினால் நடாத்தப்படும் கட்டமைக்கப்பட்ட நேர்முகத்தேர்வின் பெறுபேறுகளின் அடிப்படையில் அதிகூடிய புள்ளிகளைப் பெறும் அபேட்சகர் இந்தப் பதவிக்காக நியமிக்கப்படுவர். இங்கு தேசிய பொலிஸ் ஆணைக்குழுவினால் ஒப்புதல் அளிக்கப்பட்ட (06ஆம் இலக்கத்தில் குறிப்பிடப்படும்) புள்ளிகள் வழங்கும் நடைமுறையின் பிரகாரம் கட்டமைக்கப்பட்ட நேர்முகத் தேர்வொன்று இடம்பெறும்.: [62, 254, 675, 355]
- subsection-heading: அனுபவம்: [77, 495, 142, 510]
